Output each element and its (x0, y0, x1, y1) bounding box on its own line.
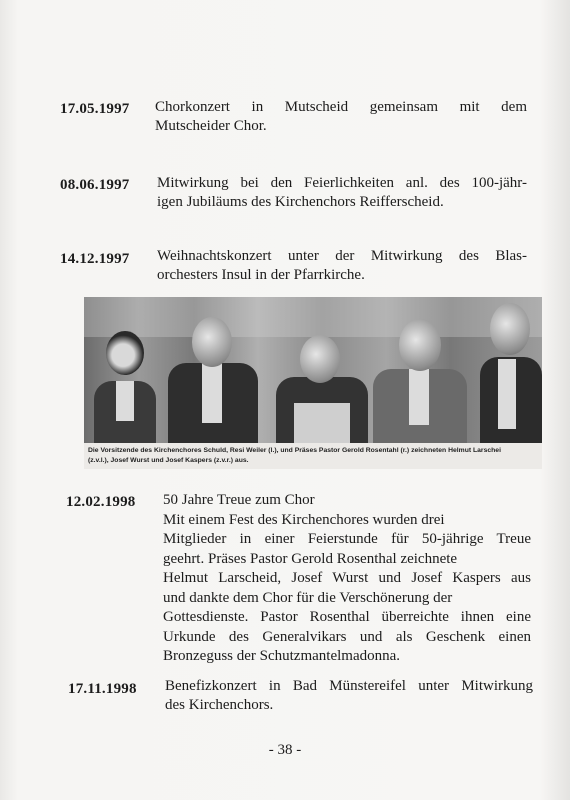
entry-text (157, 247, 527, 285)
entry-line: Benefizkonzert in Bad Münstereifel unter Mitwirkung (165, 678, 533, 694)
entry-line: Weihnachtskonzert unter der Mitwirkung des Blas- (157, 248, 527, 264)
entry-date: 17.05.1997 (60, 101, 130, 117)
photo-caption (84, 443, 542, 469)
entry-line: Mitglieder in einer Feierstunde für 50-jährige Treue (163, 531, 531, 547)
entry-date: 12.02.1998 (66, 494, 136, 510)
entry-line: Bronzeguss der Schutzmantelmadonna. (163, 648, 401, 664)
entry-date: 08.06.1997 (60, 177, 130, 193)
page-number: - 38 - (268, 742, 302, 758)
entry-line: orchesters Insul in der Pfarrkirche. (157, 267, 365, 283)
entry-line: und dankte dem Chor für die Verschönerung der (163, 589, 453, 606)
entry-line: igen Jubiläums des Kirchenchors Reifferscheid. (157, 194, 444, 210)
entry-line: Helmut Larscheid, Josef Wurst und Josef Kaspers aus (163, 570, 531, 586)
entry-date: 14.12.1997 (60, 251, 130, 267)
entry-text (155, 98, 527, 136)
entry-line: Urkunde des Generalvikars und als Geschenk einen (163, 628, 531, 645)
entry-line: geehrt. Präses Pastor Gerold Rosenthal zeichnete (163, 550, 458, 567)
caption-line: Die Vorsitzende des Kirchenchores Schuld, Resi Weiler (l.), und Präses Pastor Gerold Rosentahl (r.) zeichneten Helmut Larschei (88, 447, 501, 454)
entry-date: 17.11.1998 (68, 681, 137, 697)
newspaper-photo (84, 297, 542, 443)
entry-line: Mit einem Fest des Kirchenchores wurden drei (163, 511, 445, 528)
caption-line: (z.v.l.), Josef Wurst und Josef Kaspers (z.v.r.) aus. (88, 457, 249, 464)
entry-line: Chorkonzert in Mutscheid gemeinsam mit dem (155, 99, 527, 115)
entry-text (163, 491, 531, 667)
entry-line: Gottesdienste. Pastor Rosenthal überreichte ihnen eine (163, 609, 531, 625)
entry-line: Mitwirkung bei den Feierlichkeiten anl. des 100-jähr- (157, 175, 527, 191)
entry-text (157, 174, 527, 212)
entry-heading: 50 Jahre Treue zum Chor (163, 492, 315, 508)
entry-line: Mutscheider Chor. (155, 118, 267, 134)
entry-text (165, 677, 533, 715)
entry-line: des Kirchenchors. (165, 697, 274, 713)
